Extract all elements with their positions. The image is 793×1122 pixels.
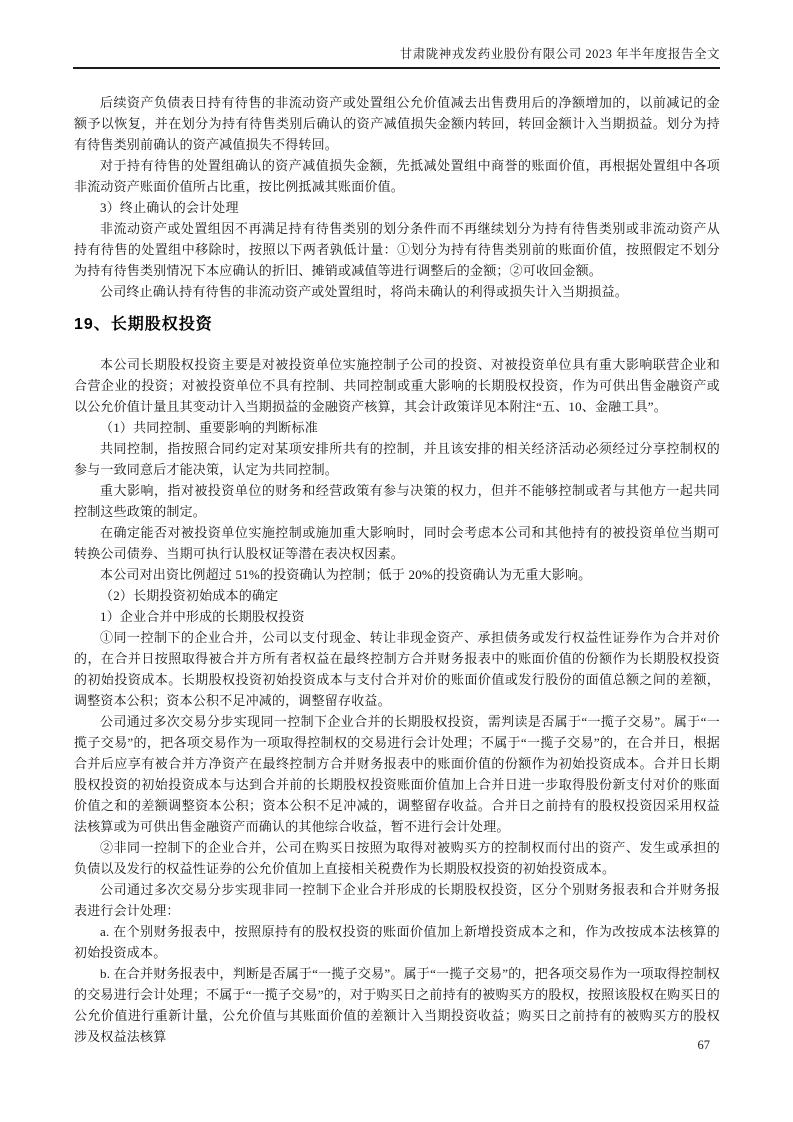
paragraph: b. 在合并财务报表中，判断是否属于“一揽子交易”。属于“一揽子交易”的，把各项交易作为一项取得控制权的交易进行会计处理；不属于“一揽子交易”的，对于购买日之前持有的被购买方的股权，按照该股权在购买日的公允价值进行重新计量，公允价值与其账面价值的差额计入当期投资收益；购买日之前持有的被购买方的股权涉及权益法核算 bbox=[74, 966, 720, 1044]
paragraph: 对于持有待售的处置组确认的资产减值损失金额，先抵减处置组中商誉的账面价值，再根据处置组中各项非流动资产账面价值所占比重，按比例抵减其账面价值。 bbox=[74, 158, 720, 194]
paragraph: 非流动资产或处置组因不再满足持有待售类别的划分条件而不再继续划分为持有待售类别或非流动资产从持有待售的处置组中移除时，按照以下两者孰低计量：①划分为持有待售类别前的账面价值，按照假定不划分为持有待售类别情况下本应确认的折旧、摊销或减值等进行调整后的金额；②可收回金额。 bbox=[74, 221, 720, 278]
paragraph: 公司终止确认持有待售的非流动资产或处置组时，将尚未确认的利得或损失计入当期损益。 bbox=[100, 284, 629, 299]
page-number: 67 bbox=[697, 1038, 710, 1052]
paragraph: 3）终止确认的会计处理 bbox=[100, 200, 239, 215]
paragraph: （2）长期投资初始成本的确定 bbox=[100, 588, 279, 603]
paragraph: 本公司长期股权投资主要是对被投资单位实施控制子公司的投资、对被投资单位具有重大影响联营企业和合营企业的投资；对被投资单位不具有控制、共同控制或重大影响的长期股权投资，作为可供出售金融资产或以公允价值计量且其变动计入当期损益的金融资产核算，其会计政策详见本附注“五、10、金融工具”。 bbox=[74, 357, 720, 414]
paragraph: 公司通过多次交易分步实现非同一控制下企业合并形成的长期股权投资，区分个别财务报表和合并财务报表进行会计处理： bbox=[74, 882, 720, 918]
page-header bbox=[73, 46, 720, 69]
paragraph: ②非同一控制下的企业合并，公司在购买日按照为取得对被购买方的控制权而付出的资产、发生或承担的负债以及发行的权益性证券的公允价值加上直接相关税费作为长期股权投资的初始投资成本。 bbox=[74, 840, 720, 876]
paragraph: 重大影响，指对被投资单位的财务和经营政策有参与决策的权力，但并不能够控制或者与其他方一起共同控制这些政策的制定。 bbox=[74, 483, 720, 519]
document-body bbox=[74, 92, 720, 1047]
paragraph: 在确定能否对被投资单位实施控制或施加重大影响时，同时会考虑本公司和其他持有的被投资单位当期可转换公司债券、当期可执行认股权证等潜在表决权因素。 bbox=[74, 525, 720, 561]
paragraph: 公司通过多次交易分步实现同一控制下企业合并的长期股权投资，需判读是否属于“一揽子交易”。属于“一揽子交易”的，把各项交易作为一项取得控制权的交易进行会计处理；不属于“一揽子交易”的，在合并日，根据合并后应享有被合并方净资产在最终控制方合并财务报表中的账面价值的份额作为初始投资成本。合并日长期股权投资的初始投资成本与达到合并前的长期股权投资账面价值加上合并日进一步取得股份新支付对价的账面价值之和的差额调整资本公积；资本公积不足冲减的，调整留存收益。合并日之前持有的股权投资因采用权益法核算或为可供出售金融资产而确认的其他综合收益，暂不进行会计处理。 bbox=[74, 714, 720, 834]
paragraph: a. 在个别财务报表中，按照原持有的股权投资的账面价值加上新增投资成本之和，作为改按成本法核算的初始投资成本。 bbox=[74, 924, 720, 960]
header-rule bbox=[73, 67, 720, 69]
section-heading: 19、长期股权投资 bbox=[74, 316, 213, 333]
paragraph: 共同控制，指按照合同约定对某项安排所共有的控制，并且该安排的相关经济活动必须经过分享控制权的参与一致同意后才能决策，认定为共同控制。 bbox=[74, 441, 720, 477]
paragraph: （1）共同控制、重要影响的判断标准 bbox=[100, 420, 318, 435]
paragraph: 后续资产负债表日持有待售的非流动资产或处置组公允价值减去出售费用后的净额增加的，以前减记的金额予以恢复，并在划分为持有待售类别后确认的资产减值损失金额内转回，转回金额计入当期损益。划分为持有待售类别前确认的资产减值损失不得转回。 bbox=[74, 95, 720, 152]
header-title: 甘肃陇神戎发药业股份有限公司 2023 年半年度报告全文 bbox=[399, 47, 720, 61]
paragraph: ①同一控制下的企业合并，公司以支付现金、转让非现金资产、承担债务或发行权益性证券作为合并对价的，在合并日按照取得被合并方所有者权益在最终控制方合并财务报表中的账面价值的份额作为长期股权投资的初始投资成本。长期股权投资初始投资成本与支付合并对价的账面价值或发行股份的面值总额之间的差额，调整资本公积；资本公积不足冲减的，调整留存收益。 bbox=[74, 630, 720, 708]
paragraph: 1）企业合并中形成的长期股权投资 bbox=[100, 609, 305, 624]
paragraph: 本公司对出资比例超过 51%的投资确认为控制；低于 20%的投资确认为无重大影响。 bbox=[100, 567, 592, 582]
